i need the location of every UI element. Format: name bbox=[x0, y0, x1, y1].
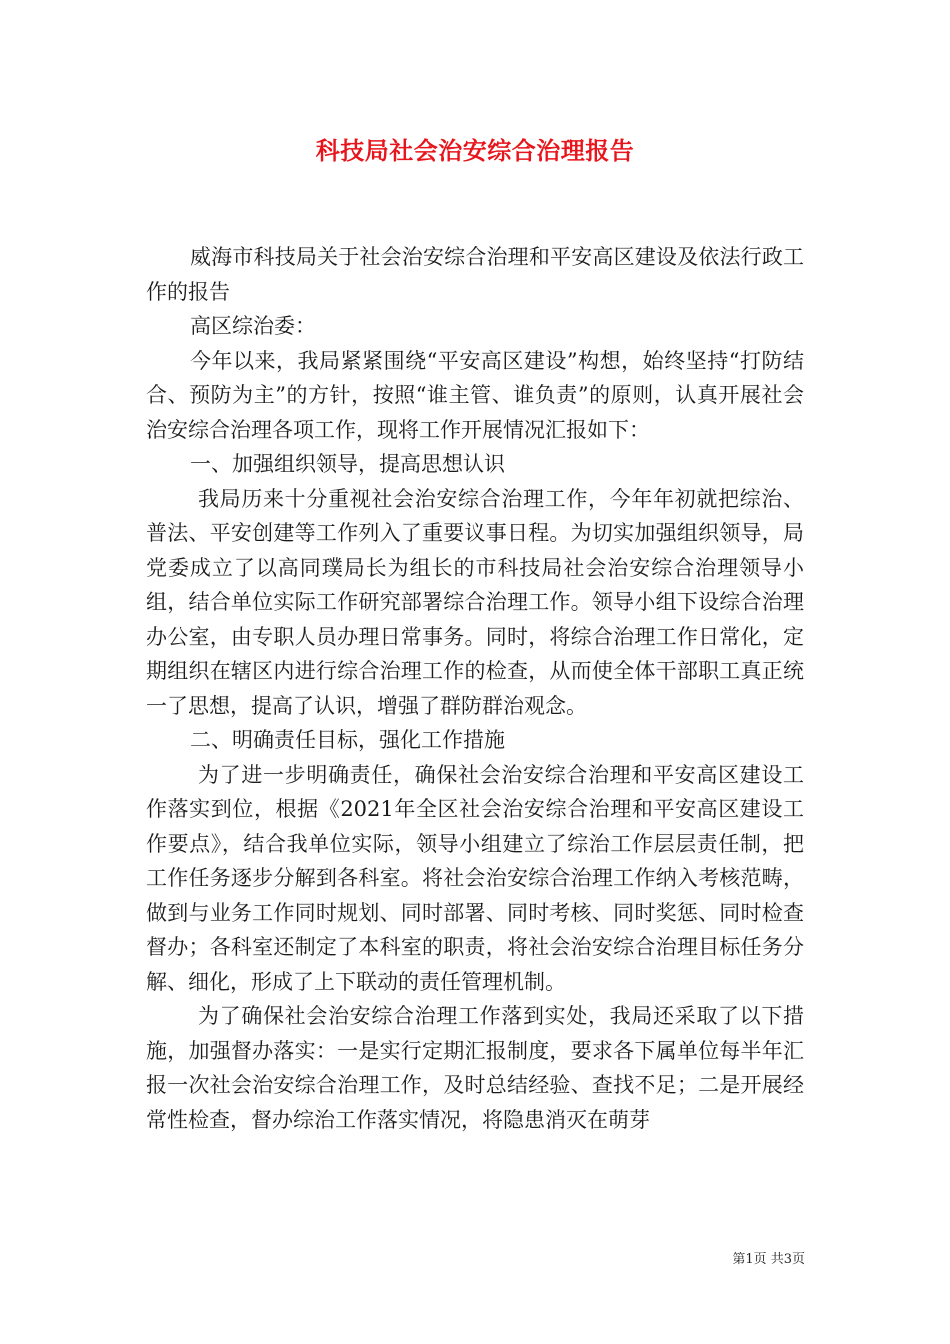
page-number: 第1页 共3页 bbox=[732, 1252, 805, 1267]
section-1-paragraph: 我局历来十分重视社会治安综合治理工作，今年年初就把综治、普法、平安创建等工作列入了重要议事日程。为切实加强组织领导，局党委成立了以高同璞局长为组长的市科技局社会治安综合治理领导小组，结合单位实际工作研究部署综合治理工作。领导小组下设综合治理办公室，由专职人员办理日常事务。同时，将综合治理工作日常化，定期组织在辖区内进行综合治理工作的检查，从而使全体干部职工真正统一了思想，提高了认识，增强了群防群治观念。 bbox=[146, 486, 804, 718]
section-2-paragraph-1: 为了进一步明确责任，确保社会治安综合治理和平安高区建设工作落实到位，根据《2021年全区社会治安综合治理和平安高区建设工作要点》，结合我单位实际，领导小组建立了综治工作层层责任制，把工作任务逐步分解到各科室。将社会治安综合治理工作纳入考核范畴，做到与业务工作同时规划、同时部署、同时考核、同时奖惩、同时检查督办；各科室还制定了本科室的职责，将社会治安综合治理目标任务分解、细化，形成了上下联动的责任管理机制。 bbox=[146, 762, 804, 994]
intro-paragraph: 今年以来，我局紧紧围绕“平安高区建设”构想，始终坚持“打防结合、预防为主”的方针，按照“谁主管、谁负责”的原则，认真开展社会治安综合治理各项工作，现将工作开展情况汇报如下： bbox=[146, 348, 804, 442]
section-heading-2: 二、明确责任目标，强化工作措施 bbox=[190, 728, 505, 752]
section-heading-1: 一、加强组织领导，提高思想认识 bbox=[190, 452, 505, 476]
section-2-paragraph-2: 为了确保社会治安综合治理工作落到实处，我局还采取了以下措施，加强督办落实：一是实行定期汇报制度，要求各下属单位每半年汇报一次社会治安综合治理工作，及时总结经验、查找不足；二是开展经常性检查，督办综治工作落实情况，将隐患消灭在萌芽 bbox=[146, 1004, 804, 1132]
report-subject: 威海市科技局关于社会治安综合治理和平安高区建设及依法行政工作的报告 bbox=[146, 245, 804, 304]
document-title: 科技局社会治安综合治理报告 bbox=[315, 136, 635, 165]
document-body bbox=[146, 240, 804, 1137]
salutation: 高区综治委： bbox=[190, 314, 316, 338]
